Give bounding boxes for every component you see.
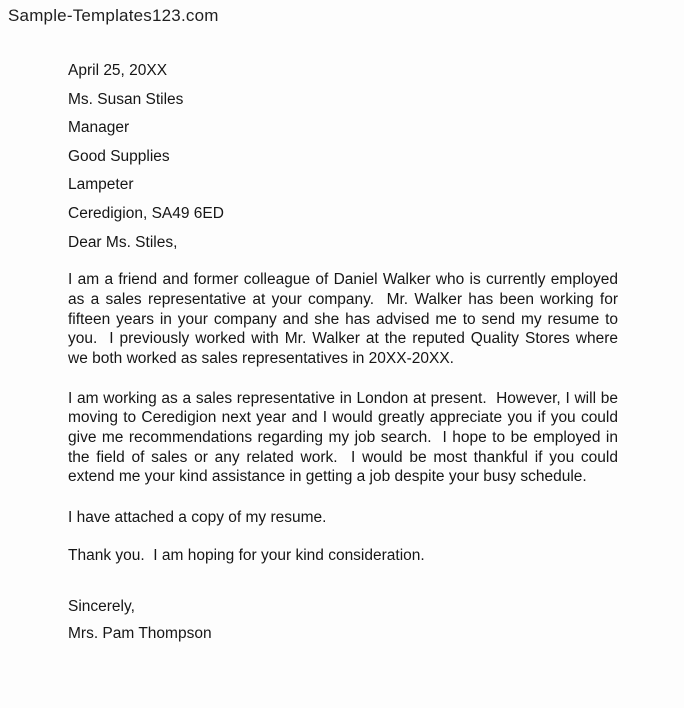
body-paragraph-1: I am a friend and former colleague of Daniel Walker who is currently employed as a sales representative at your company. Mr. Walker has been working for fifteen years in your company and she has advised me to send my resume to you. I previously worked with Mr. Walker at the reputed Quality Stores where we both worked as sales representatives in 20XX-20XX. [68, 271, 623, 367]
signature-name: Mrs. Pam Thompson [68, 625, 212, 643]
recipient-address-line1: Lampeter [68, 176, 134, 194]
recipient-address-line2: Ceredigion, SA49 6ED [68, 204, 224, 222]
recipient-address-block [68, 57, 618, 257]
salutation: Dear Ms. Stiles, [68, 233, 178, 251]
body-paragraph-4: Thank you. I am hoping for your kind consideration. [68, 546, 425, 564]
letter-body [68, 57, 623, 644]
recipient-name: Ms. Susan Stiles [68, 90, 184, 108]
date-line: April 25, 20XX [68, 62, 168, 79]
closing-block [68, 597, 618, 644]
closing-salutation: Sincerely, [68, 597, 135, 615]
recipient-title: Manager [68, 119, 130, 137]
recipient-company: Good Supplies [68, 147, 170, 165]
site-watermark: Sample-Templates123.com [8, 6, 219, 25]
body-paragraph-2: I am working as a sales representative in London at present. However, I will be moving to Ceredigion next year and I would greatly appreciate you if you could give me recommendations regarding my job search. I hope to be employed in the field of sales or any related work. I would be most thankful if you could extend me your kind assistance in getting a job despite your busy schedule. [68, 389, 623, 486]
body-paragraph-3: I have attached a copy of my resume. [68, 509, 327, 527]
